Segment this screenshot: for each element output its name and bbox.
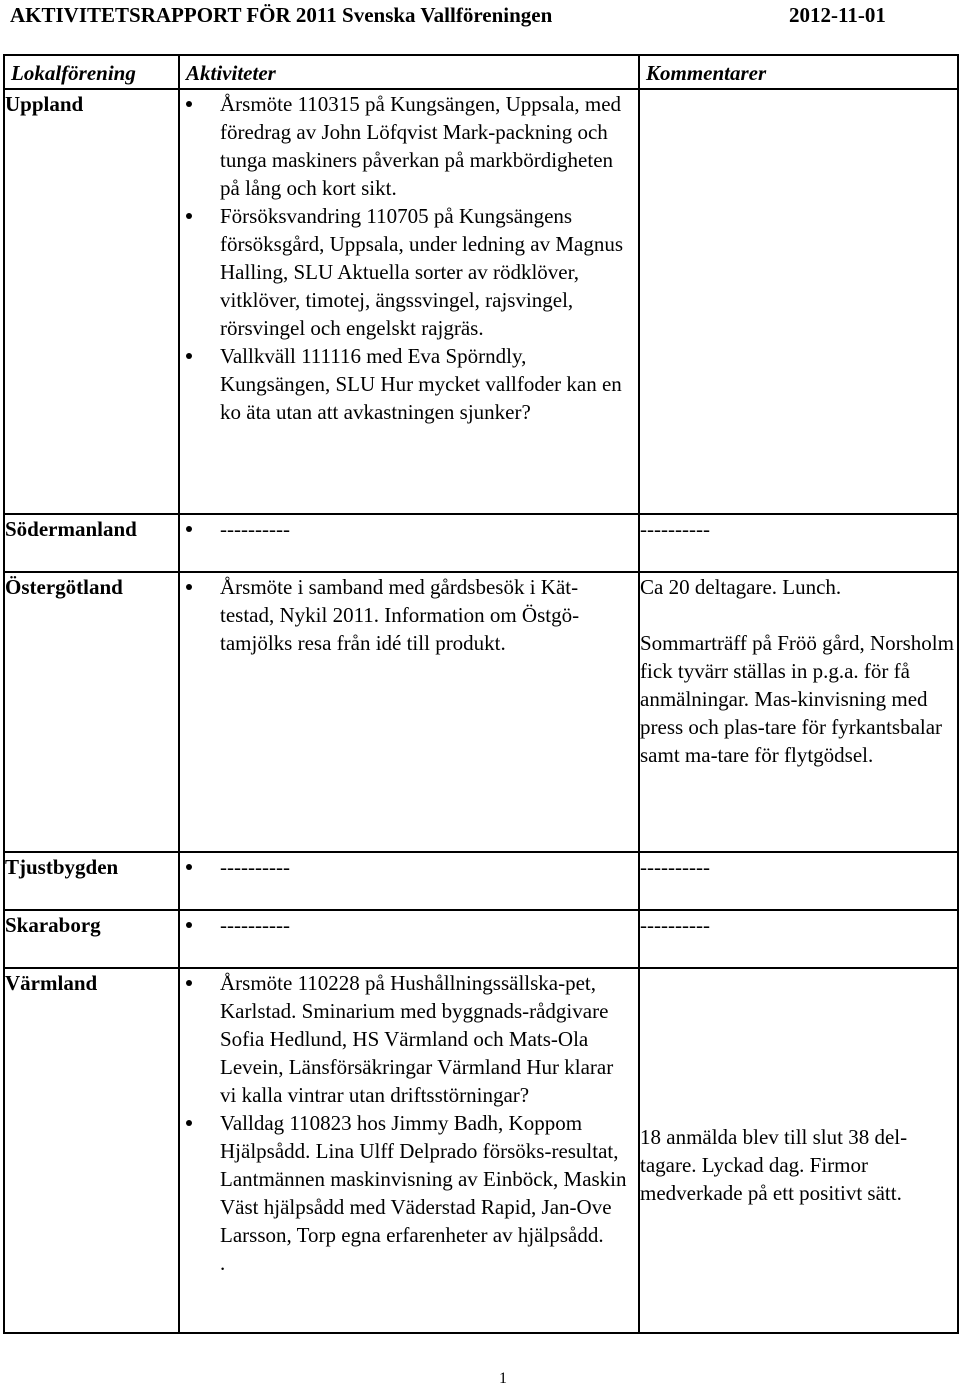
table-row	[4, 572, 958, 852]
association-name: Tjustbygden	[4, 852, 179, 910]
comment-text: ----------	[640, 855, 710, 879]
table-row	[4, 852, 958, 910]
comment-text: ----------	[640, 913, 710, 937]
activities-cell	[179, 572, 639, 852]
comments-cell	[639, 852, 958, 910]
activity-item: Försöksvandring 110705 på Kungsängens försöksgård, Uppsala, under ledning av Magnus Halling, SLU Aktuella sorter av rödklöver, vitklöver, timotej, ängssvingel, rajsvingel, rörsvingel och engelskt rajgräs.	[180, 202, 638, 342]
activity-item-tail: .	[220, 1251, 226, 1275]
association-name: Skaraborg	[4, 910, 179, 968]
comment-text: 18 anmälda blev till slut 38 del-tagare. Lyckad dag. Firmor medverkade på ett positivt sätt.	[640, 1125, 908, 1205]
activities-cell	[179, 910, 639, 968]
activities-cell	[179, 852, 639, 910]
activity-item: Årsmöte i samband med gårdsbesök i Kät-testad, Nykil 2011. Information om Östgö-tamjölks resa från idé till produkt.	[180, 573, 638, 657]
comment-text: Ca 20 deltagare. Lunch.	[640, 575, 842, 599]
activity-item: ----------	[180, 911, 638, 939]
comments-cell	[639, 572, 958, 852]
bullet-icon	[186, 1120, 192, 1126]
comment-text: Sommarträff på Fröö gård, Norsholm fick tyvärr ställas in p.g.a. för få anmälningar. Mas-kinvisning med press och plas-tare för fyrkantsbalar samt ma-tare för flytgödsel.	[640, 631, 954, 767]
table-row	[4, 910, 958, 968]
activities-cell	[179, 968, 639, 1333]
table-row	[4, 89, 958, 514]
association-name: Östergötland	[4, 572, 179, 852]
comment-text: ----------	[640, 517, 710, 541]
page-number: 1	[499, 1370, 507, 1387]
bullet-icon	[186, 526, 192, 532]
activity-item: ----------	[180, 853, 638, 881]
activity-table	[3, 54, 959, 1334]
column-header-association: Lokalförening	[4, 55, 179, 89]
comments-cell	[639, 968, 958, 1333]
activity-item: Årsmöte 110315 på Kungsängen, Uppsala, med föredrag av John Löfqvist Mark-packning och tunga maskiners påverkan på markbördigheten på lång och kort sikt.	[180, 90, 638, 202]
bullet-icon	[186, 213, 192, 219]
activity-item: ----------	[180, 515, 638, 543]
bullet-icon	[186, 980, 192, 986]
activity-item: Valldag 110823 hos Jimmy Badh, Koppom Hjälpsådd. Lina Ulff Delprado försöks-resultat, Lantmännen maskinvisning av Einböck, Maskin Väst hjälpsådd med Väderstad Rapid, Jan-Ove Larsson, Torp egna erfarenheter av hjälpsådd.	[180, 1109, 638, 1249]
association-name: Södermanland	[4, 514, 179, 572]
comments-cell	[639, 514, 958, 572]
activity-item: Årsmöte 110228 på Hushållningssällska-pet, Karlstad. Sminarium med byggnads-rådgivare Sofia Hedlund, HS Värmland och Mats-Ola Levein, Länsförsäkringar Värmland Hur klarar vi kalla vintrar utan driftsstörningar?	[180, 969, 638, 1109]
table-row	[4, 514, 958, 572]
column-header-activities: Aktiviteter	[179, 55, 639, 89]
comments-cell	[639, 910, 958, 968]
activity-item: Vallkväll 111116 med Eva Spörndly, Kungsängen, SLU Hur mycket vallfoder kan en ko äta utan att avkastningen sjunker?	[180, 342, 638, 426]
bullet-icon	[186, 353, 192, 359]
table-row	[4, 968, 958, 1333]
association-name: Värmland	[4, 968, 179, 1333]
report-date: 2012-11-01	[789, 3, 886, 27]
bullet-icon	[186, 584, 192, 590]
bullet-icon	[186, 101, 192, 107]
table-header-row	[4, 55, 958, 89]
comments-cell	[639, 89, 958, 514]
bullet-icon	[186, 922, 192, 928]
bullet-icon	[186, 864, 192, 870]
report-header	[10, 0, 890, 30]
report-title: AKTIVITETSRAPPORT FÖR 2011 Svenska Vallföreningen	[10, 3, 553, 27]
association-name: Uppland	[4, 89, 179, 514]
column-header-comments: Kommentarer	[639, 55, 958, 89]
activities-cell	[179, 89, 639, 514]
activities-cell	[179, 514, 639, 572]
